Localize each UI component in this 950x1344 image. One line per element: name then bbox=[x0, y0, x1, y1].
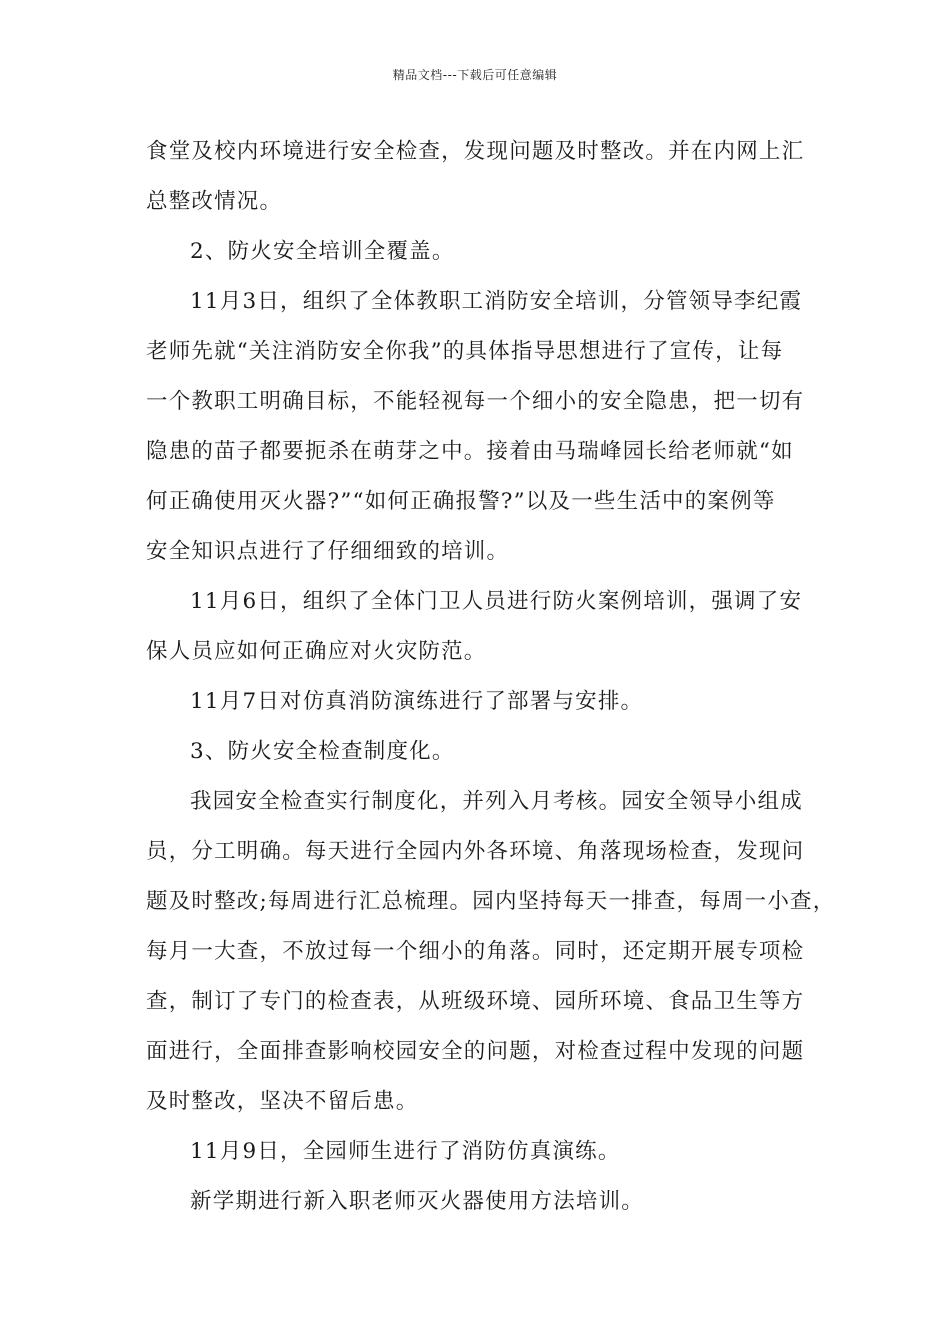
text-line: 我园安全检查实行制度化，并列入月考核。园安全领导小组成 bbox=[190, 789, 803, 814]
text-line: 11月6日，组织了全体门卫人员进行防火案例培训，强调了安 bbox=[190, 589, 803, 614]
text-line: 老师先就“关注消防安全你我”的具体指导思想进行了宣传，让每 bbox=[146, 339, 784, 364]
text-line: 隐患的苗子都要扼杀在萌芽之中。接着由马瑞峰园长给老师就“如 bbox=[146, 439, 794, 464]
text-line: 保人员应如何正确应对火灾防范。 bbox=[146, 639, 487, 664]
text-line: 每月一大查，不放过每一个细小的角落。同时，还定期开展专项检 bbox=[146, 939, 805, 964]
text-line: 11月3日，组织了全体教职工消防安全培训，分管领导李纪霞 bbox=[190, 289, 803, 314]
text-line: 食堂及校内环境进行安全检查，发现问题及时整改。并在内网上汇 bbox=[146, 139, 805, 164]
text-line: 11月9日，全园师生进行了消防仿真演练。 bbox=[190, 1139, 621, 1164]
text-line: 总整改情况。 bbox=[146, 189, 283, 214]
page-header: 精品文档---下载后可任意编辑 bbox=[392, 68, 558, 82]
text-line: 新学期进行新入职老师灭火器使用方法培训。 bbox=[190, 1189, 645, 1214]
text-line: 安全知识点进行了仔细细致的培训。 bbox=[146, 539, 510, 564]
text-line: 员，分工明确。每天进行全园内外各环境、角落现场检查，发现问 bbox=[146, 839, 805, 864]
text-line: 及时整改，坚决不留后患。 bbox=[146, 1089, 419, 1114]
section-heading: 3、防火安全检查制度化。 bbox=[190, 739, 455, 764]
text-line: 题及时整改;每周进行汇总梳理。园内坚持每天一排查，每周一小查， bbox=[146, 889, 836, 914]
text-line: 11月7日对仿真消防演练进行了部署与安排。 bbox=[190, 689, 644, 714]
document-body bbox=[146, 127, 836, 1227]
text-line: 面进行，全面排查影响校园安全的问题，对检查过程中发现的问题 bbox=[146, 1039, 805, 1064]
text-line: 查，制订了专门的检查表，从班级环境、园所环境、食品卫生等方 bbox=[146, 989, 805, 1014]
text-line: 一个教职工明确目标，不能轻视每一个细小的安全隐患，把一切有 bbox=[146, 389, 805, 414]
section-heading: 2、防火安全培训全覆盖。 bbox=[190, 239, 455, 264]
text-line: 何正确使用灭火器?”“如何正确报警?”以及一些生活中的案例等 bbox=[146, 489, 776, 514]
